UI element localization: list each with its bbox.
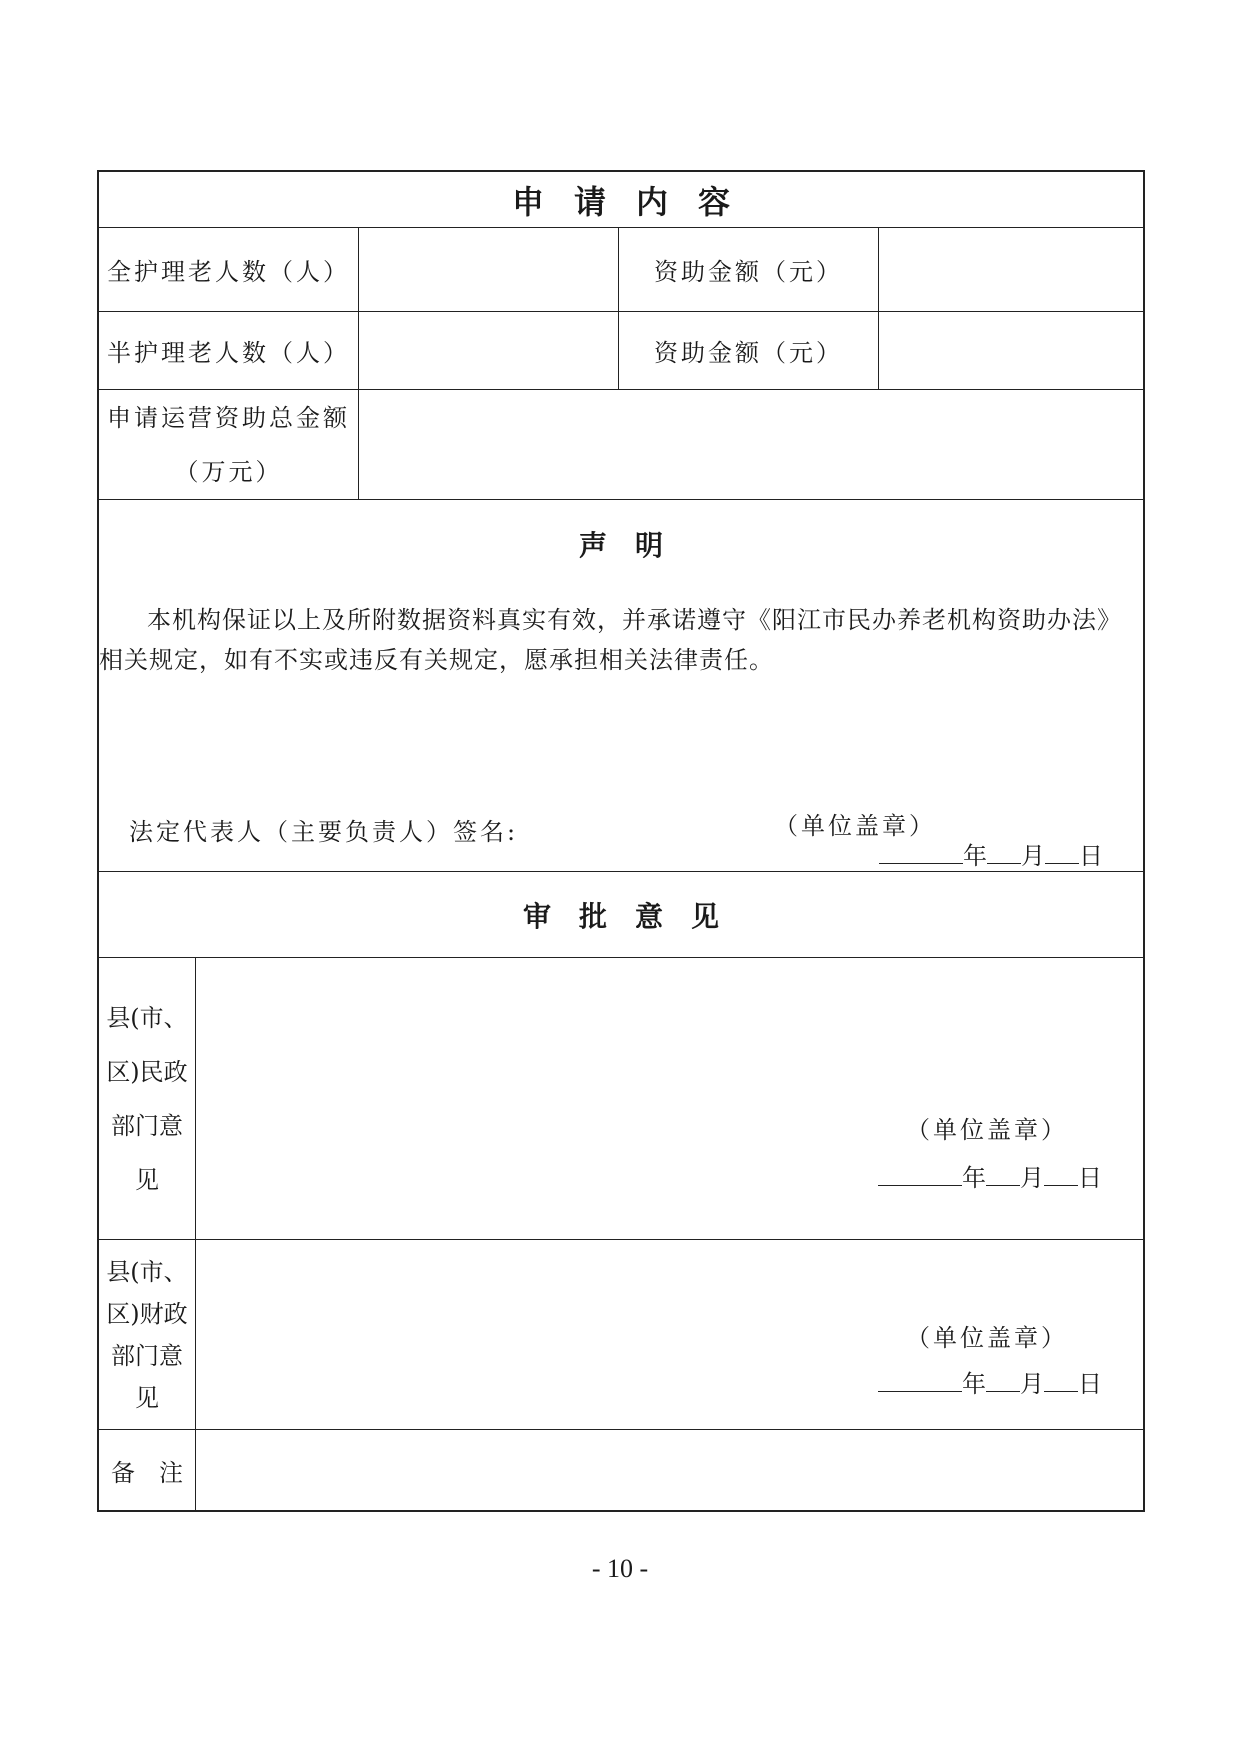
year-blank[interactable] — [879, 841, 963, 864]
total-amount-label: 申请运营资助总金额 — [107, 403, 350, 432]
finance-label-line-3: 部门意 — [111, 1341, 183, 1370]
finance-opinion-field[interactable] — [196, 1240, 1143, 1429]
finance-label-line-4: 见 — [135, 1383, 159, 1412]
declaration-section — [99, 500, 1143, 872]
month-blank[interactable] — [986, 1369, 1020, 1392]
half-care-subsidy-label: 资助金额（元） — [654, 339, 843, 367]
day-blank[interactable] — [1044, 1163, 1078, 1186]
year-label: 年 — [962, 1370, 986, 1398]
approval-section-title: 审批意见 — [522, 899, 747, 933]
civil-affairs-label-line-1: 县(市、 — [106, 1003, 188, 1032]
approval-section-header — [99, 872, 1143, 958]
finance-label-line-2: 区)财政 — [106, 1299, 188, 1328]
signature-label: 法定代表人（主要负责人）签名: — [129, 818, 519, 846]
full-care-subsidy-field[interactable] — [879, 228, 1143, 311]
total-amount-unit: （万元） — [174, 457, 283, 486]
total-amount-row — [99, 390, 1143, 500]
year-label: 年 — [962, 1164, 986, 1192]
civil-affairs-label-line-4: 见 — [135, 1165, 159, 1194]
month-label: 月 — [1020, 1370, 1044, 1398]
day-label: 日 — [1079, 842, 1103, 870]
month-label: 月 — [1021, 842, 1045, 870]
month-blank[interactable] — [987, 841, 1021, 864]
finance-label-line-1: 县(市、 — [106, 1257, 188, 1286]
declaration-title: 声明 — [578, 529, 691, 562]
half-care-subsidy-field[interactable] — [879, 312, 1143, 389]
page-number: - 10 - — [591, 1554, 649, 1583]
civil-affairs-label-line-3: 部门意 — [111, 1111, 183, 1140]
full-care-label: 全护理老人数（人） — [107, 258, 350, 286]
day-label: 日 — [1078, 1370, 1102, 1398]
civil-affairs-seal-label: （单位盖章） — [906, 1116, 1068, 1144]
total-amount-field[interactable] — [359, 390, 1143, 499]
half-care-count-field[interactable] — [359, 312, 619, 389]
civil-affairs-opinion-row — [99, 958, 1143, 1240]
half-care-label: 半护理老人数（人） — [107, 339, 350, 367]
day-blank[interactable] — [1045, 841, 1079, 864]
year-blank[interactable] — [878, 1163, 962, 1186]
civil-affairs-date[interactable] — [878, 1158, 1102, 1193]
year-blank[interactable] — [878, 1369, 962, 1392]
application-section-header — [99, 172, 1143, 228]
application-section-title: 申请内容 — [511, 182, 760, 221]
full-care-count-field[interactable] — [359, 228, 619, 311]
finance-opinion-row — [99, 1240, 1143, 1430]
finance-date[interactable] — [878, 1364, 1102, 1399]
month-blank[interactable] — [986, 1163, 1020, 1186]
civil-affairs-label-line-2: 区)民政 — [106, 1057, 188, 1086]
full-care-subsidy-label: 资助金额（元） — [654, 258, 843, 286]
full-care-row — [99, 228, 1143, 312]
declaration-text: 本机构保证以上及所附数据资料真实有效，并承诺遵守《阳江市民办养老机构资助办法》相关规定，如有不实或违反有关规定，愿承担相关法律责任。 — [99, 606, 1110, 674]
civil-affairs-opinion-field[interactable] — [196, 958, 1143, 1239]
declaration-seal-label: （单位盖章） — [774, 812, 936, 840]
day-label: 日 — [1078, 1164, 1102, 1192]
year-label: 年 — [963, 842, 987, 870]
remarks-field[interactable] — [196, 1430, 1143, 1510]
day-blank[interactable] — [1044, 1369, 1078, 1392]
month-label: 月 — [1020, 1164, 1044, 1192]
finance-seal-label: （单位盖章） — [906, 1324, 1068, 1352]
declaration-date[interactable] — [879, 836, 1103, 871]
remarks-row — [99, 1430, 1143, 1510]
half-care-row — [99, 312, 1143, 390]
application-form — [97, 170, 1145, 1512]
remarks-label: 备 注 — [111, 1458, 183, 1487]
